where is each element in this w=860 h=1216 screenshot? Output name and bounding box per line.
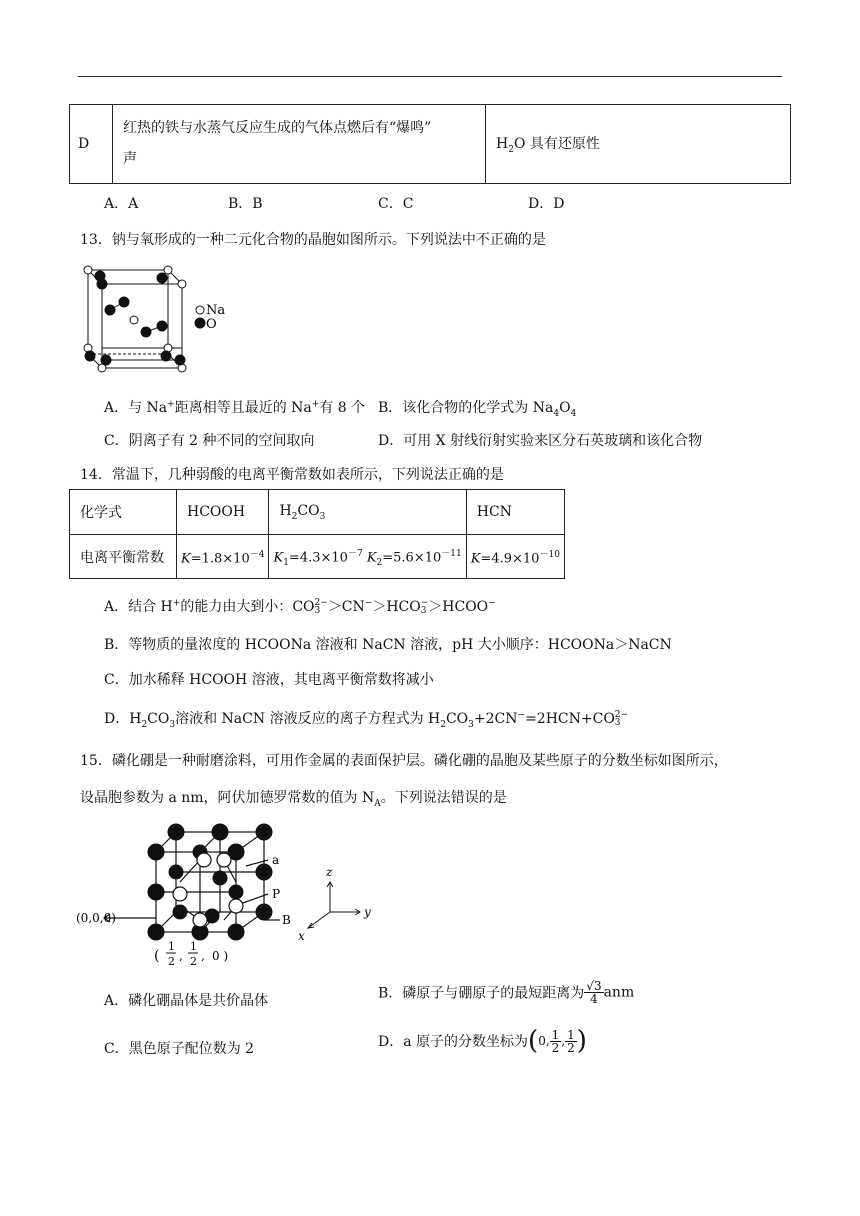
row-conclusion: $H_2O$ 具有还原性	[486, 105, 791, 184]
q15-stem-line2: 设晶胞参数为 a nm，阿伏加德罗常数的值为 $N_A$。下列说法错误的是	[80, 790, 507, 809]
q15-option-d[interactable]: D．a 原子的分数坐标为(0, $\frac{1}{2}$ , $\frac{1}{2}$ )	[378, 1026, 587, 1056]
q14-table	[69, 489, 565, 579]
coord-num-1: 1	[168, 940, 175, 953]
axis-y: y	[364, 905, 371, 919]
q12-table	[69, 104, 791, 184]
q13-stem: 13．钠与氧形成的一种二元化合物的晶胞如图所示。下列说法中不正确的是	[80, 232, 546, 248]
q12-option-d[interactable]: D．D	[528, 196, 565, 212]
axis-x: x	[298, 929, 305, 943]
k-hcooh: $K=1.8\times 10^{-4}$	[177, 535, 269, 579]
coord-den-2: 2	[190, 955, 197, 968]
q14-stem: 14．常温下，几种弱酸的电离平衡常数如表所示，下列说法正确的是	[80, 467, 504, 483]
coord-open: (	[154, 948, 160, 964]
row-content: 红热的铁与水蒸气反应生成的气体点燃后有“爆鸣” 声	[113, 105, 486, 184]
q13-option-a[interactable]: A．与 Na+距离相等且最近的 Na+有 8 个	[104, 399, 366, 416]
q15-option-b[interactable]: B．磷原子与硼原子的最短距离为 $\frac{√3}{4}$ anm	[378, 979, 635, 1006]
q15-option-c[interactable]: C．黑色原子配位数为 2	[104, 1041, 255, 1057]
q13-option-b[interactable]: B．该化合物的化学式为 $Na_4O_4$	[378, 400, 577, 419]
coord-den-1: 2	[168, 955, 175, 968]
row-label: D	[70, 105, 113, 184]
q15-stem-line1: 15．磷化硼是一种耐磨涂料，可用作金属的表面保护层。磷化硼的晶胞及某些原子的分数坐标如图所示，	[80, 753, 728, 769]
coord-comma-2: ,	[201, 949, 205, 963]
q14-option-c[interactable]: C．加水稀释 HCOOH 溶液，其电离平衡常数将减小	[104, 672, 434, 688]
origin-label: (0,0,0)	[76, 911, 116, 925]
q12-option-c[interactable]: C．C	[378, 196, 414, 212]
th-formula: 化学式	[70, 490, 177, 535]
k-hcn: $K=4.9\times 10^{-10}$	[466, 535, 564, 579]
q14-option-a[interactable]: A．结合 H+的能力由大到小：CO 2− 3 ＞CN−＞HCO − 3 ＞HCOO−	[104, 598, 496, 616]
axis-z: z	[326, 865, 333, 879]
q13-option-d[interactable]: D．可用 X 射线衍射实验来区分石英玻璃和该化合物	[378, 433, 703, 449]
q13-option-c[interactable]: C．阴离子有 2 种不同的空间取向	[104, 433, 315, 449]
coord-zero: 0 )	[212, 949, 229, 963]
th-hcooh: HCOOH	[177, 490, 269, 535]
legend-o: O	[206, 317, 217, 332]
th-h2co3: $H_2CO_3$	[269, 490, 466, 535]
q14-option-b[interactable]: B．等物质的量浓度的 HCOONa 溶液和 NaCN 溶液，pH 大小顺序：HCOONa＞NaCN	[104, 637, 672, 653]
label-a: a	[272, 853, 280, 867]
header-rule	[78, 76, 782, 77]
coord-num-2: 1	[190, 940, 197, 953]
coord-comma-1: ,	[179, 949, 183, 963]
q15-option-a[interactable]: A．磷化硼晶体是共价晶体	[104, 993, 269, 1009]
q12-option-a[interactable]: A．A	[104, 196, 139, 212]
q13-crystal-figure	[76, 260, 236, 380]
k-h2co3: $K_1=4.3\times 10^{-7}$ $K_2=5.6\times 10^{-11}$	[269, 535, 466, 579]
th-hcn: HCN	[466, 490, 564, 535]
label-b: B	[282, 913, 291, 927]
q14-option-d[interactable]: D．$H_2CO_3$溶液和 NaCN 溶液反应的离子方程式为 $H_2CO_3+2CN^-=2HCN+CO$ 2− 3	[104, 710, 629, 730]
legend-na: Na	[206, 303, 226, 318]
q12-option-b[interactable]: B．B	[228, 196, 263, 212]
row-label-k: 电离平衡常数	[70, 535, 177, 579]
q15-crystal-figure	[76, 820, 386, 970]
label-p: P	[272, 887, 281, 901]
